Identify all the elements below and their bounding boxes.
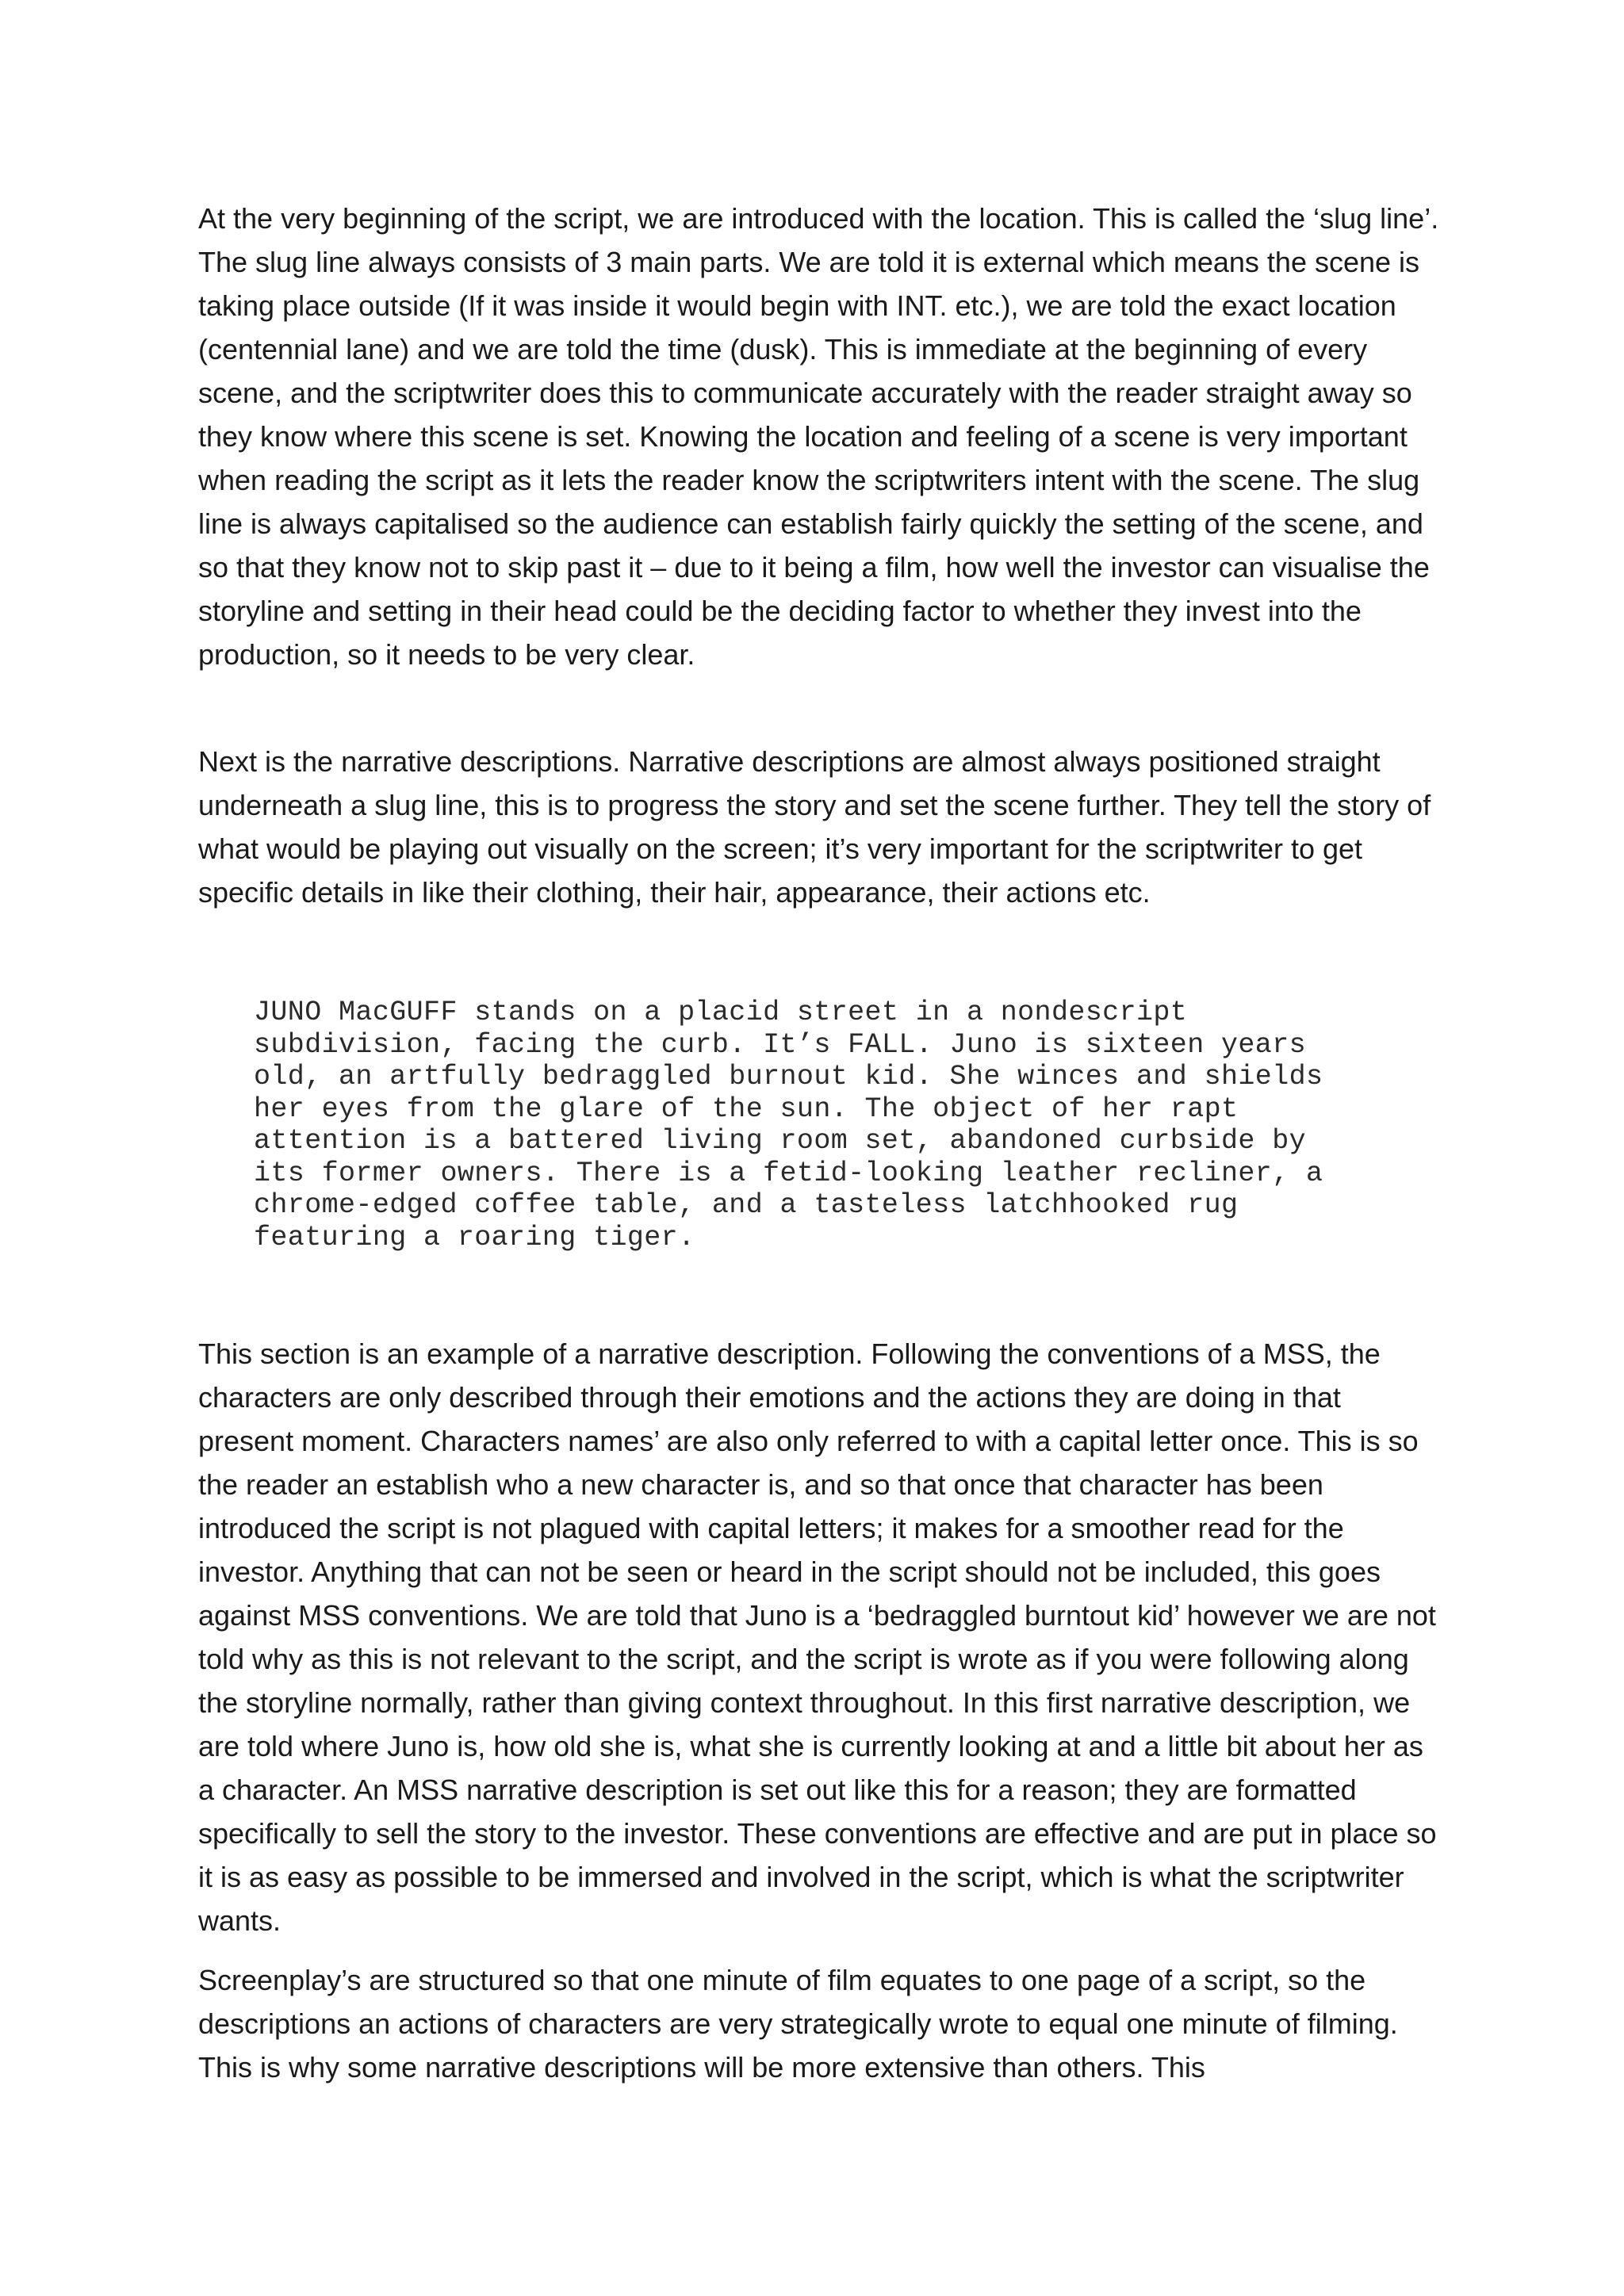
script-excerpt: JUNO MacGUFF stands on a placid street in a nondescript subdivision, facing the curb. It’s FALL. Juno is sixteen years old, an artfully bedraggled burnout kid. She winces and shields her eyes from the glare of the sun. The object of her rapt attention is a battered living room set, abandoned curbside by its former owners. There is a fetid-looking leather recliner, a chrome-edged coffee table, and a tasteless latchhooked rug featuring a roaring tiger. <box>254 997 1323 1253</box>
paragraph-narrative-descriptions: Next is the narrative descriptions. Narrative descriptions are almost always positioned straight underneath a slug line, this is to progress the story and set the scene further. They tell the story of what would be playing out visually on the screen; it’s very important for the scriptwriter to get specific details in like their clothing, their hair, appearance, their actions etc. <box>198 745 1431 909</box>
paragraph-slug-line: At the very beginning of the script, we are introduced with the location. This is called the ‘slug line’. The slug line always consists of 3 main parts. We are told it is external which means the scene is taking place outside (If it was inside it would begin with INT. etc.), we are told the exact location (centennial lane) and we are told the time (dusk). This is immediate at the beginning of every scene, and the scriptwriter does this to communicate accurately with the reader straight away so they know where this scene is set. Knowing the location and feeling of a scene is very important when reading the script as it lets the reader know the scriptwriters intent with the scene. The slug line is always capitalised so the audience can establish fairly quickly the setting of the scene, and so that they know not to skip past it – due to it being a film, how well the investor can visualise the storyline and setting in their head could be the deciding factor to whether they invest into the production, so it needs to be very clear. <box>198 202 1439 671</box>
paragraph-screenplay-structure: Screenplay’s are structured so that one minute of film equates to one page of a script, so the descriptions an actions of characters are very strategically wrote to equal one minute of filming. This is why some narrative descriptions will be more extensive than others. This <box>198 1964 1398 2084</box>
paragraph-narrative-example: This section is an example of a narrative description. Following the conventions of a MSS, the characters are only described through their emotions and the actions they are doing in that present moment. Characters names’ are also only referred to with a capital letter once. This is so the reader an establish who a new character is, and so that once that character has been introduced the script is not plagued with capital letters; it makes for a smoother read for the investor. Anything that can not be seen or heard in the script should not be included, this goes against MSS conventions. We are told that Juno is a ‘bedraggled burntout kid’ however we are not told why as this is not relevant to the script, and the script is wrote as if you were following along the storyline normally, rather than giving context throughout. In this first narrative description, we are told where Juno is, how old she is, what she is currently looking at and a little bit about her as a character. An MSS narrative description is set out like this for a reason; they are formatted specifically to sell the story to the investor. These conventions are effective and are put in place so it is as easy as possible to be immersed and involved in the script, which is what the scriptwriter wants. <box>198 1337 1437 1937</box>
